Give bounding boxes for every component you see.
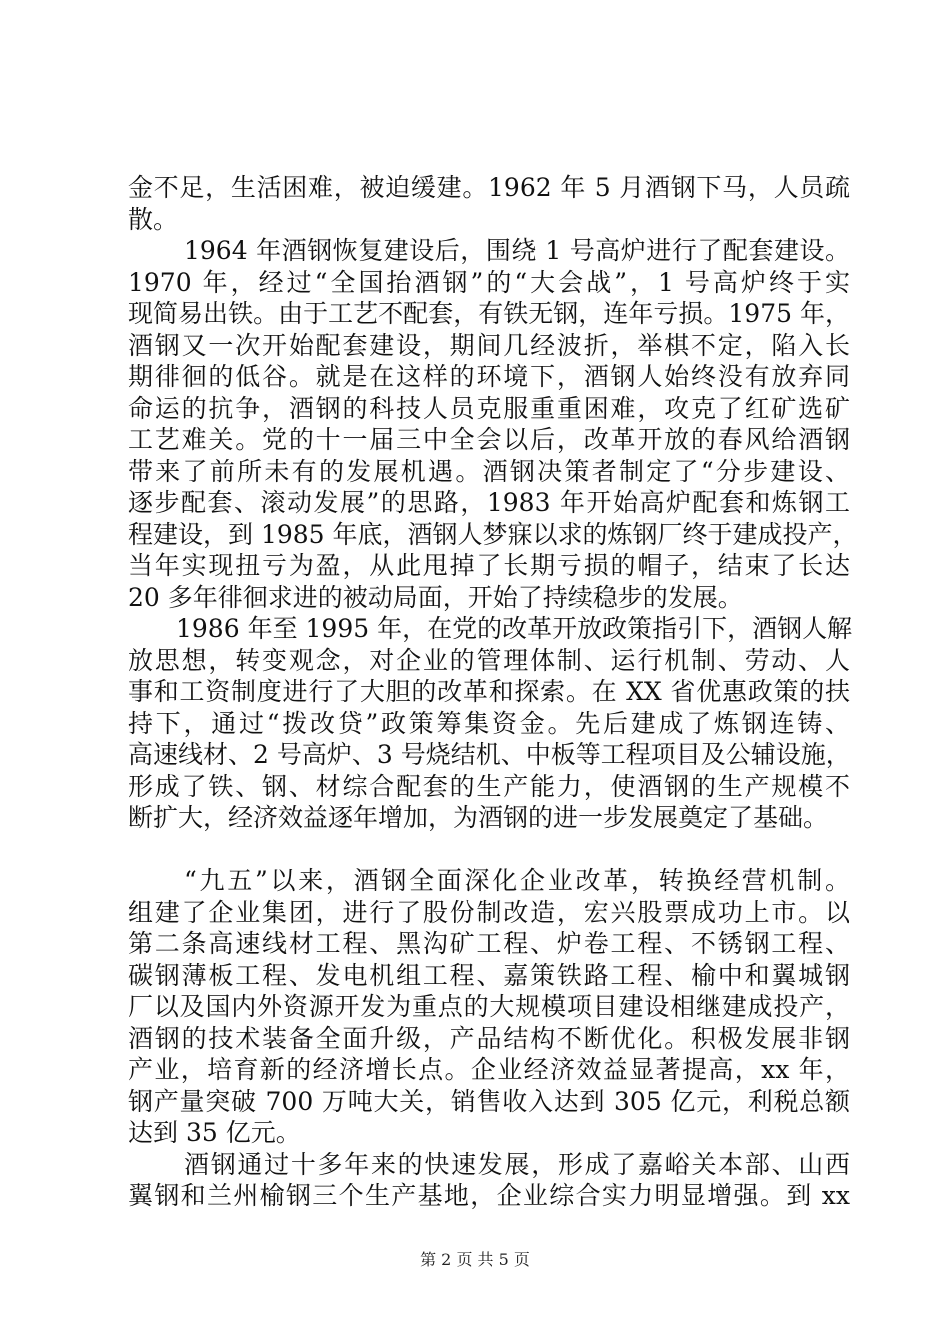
text-line: 产业，培育新的经济增长点。企业经济效益显著提高，xx 年， — [128, 1055, 850, 1084]
text-line: 1964 年酒钢恢复建设后，围绕 1 号高炉进行了配套建设。 — [184, 236, 850, 265]
text-line: 厂以及国内外资源开发为重点的大规模项目建设相继建成投产， — [128, 992, 850, 1021]
text-line: 第二条高速线材工程、黑沟矿工程、炉卷工程、不锈钢工程、 — [128, 929, 850, 958]
paragraph — [128, 613, 853, 834]
paragraph — [128, 865, 850, 1149]
text-line: 20 多年徘徊求进的被动局面，开始了持续稳步的发展。 — [128, 582, 743, 612]
text-line: 翼钢和兰州榆钢三个生产基地，企业综合实力明显增强。到 xx — [128, 1181, 850, 1210]
paragraph — [128, 1149, 850, 1212]
text-line: 酒钢的技术装备全面升级，产品结构不断优化。积极发展非钢 — [128, 1023, 850, 1053]
text-line: 事和工资制度进行了大胆的改革和探索。在 XX 省优惠政策的扶 — [128, 677, 850, 706]
text-line: 形成了铁、钢、材综合配套的生产能力，使酒钢的生产规模不 — [128, 771, 850, 801]
text-line: 钢产量突破 700 万吨大关，销售收入达到 305 亿元，利税总额 — [128, 1086, 850, 1116]
text-line: 当年实现扭亏为盈，从此甩掉了长期亏损的帽子，结束了长达 — [128, 551, 850, 580]
text-line: 组建了企业集团，进行了股份制改造，宏兴股票成功上市。以 — [128, 897, 850, 927]
text-line: 期徘徊的低谷。就是在这样的环境下，酒钢人始终没有放弃同 — [128, 362, 850, 391]
text-line: “九五”以来，酒钢全面深化企业改革，转换经营机制。 — [184, 866, 850, 895]
text-line: 放思想，转变观念，对企业的管理体制、运行机制、劳动、人 — [128, 645, 850, 675]
text-line: 带来了前所未有的发展机遇。酒钢决策者制定了“分步建设、 — [128, 456, 850, 486]
text-line: 持下，通过“拨改贷”政策筹集资金。先后建成了炼钢连铸、 — [128, 708, 850, 738]
text-line: 达到 35 亿元。 — [128, 1118, 301, 1147]
text-line: 1986 年至 1995 年，在党的改革开放政策指引下，酒钢人解 — [176, 614, 853, 643]
text-line: 工艺难关。党的十一届三中全会以后，改革开放的春风给酒钢 — [128, 425, 850, 454]
text-line: 命运的抗争，酒钢的科技人员克服重重困难，攻克了红矿选矿 — [128, 393, 850, 423]
text-line: 1970 年，经过“全国抬酒钢”的“大会战”，1 号高炉终于实 — [128, 267, 850, 297]
text-line: 碳钢薄板工程、发电机组工程、嘉策铁路工程、榆中和翼城钢 — [128, 960, 850, 990]
paragraph — [128, 172, 850, 235]
text-line: 酒钢通过十多年来的快速发展，形成了嘉峪关本部、山西 — [184, 1149, 850, 1179]
text-line: 程建设，到 1985 年底，酒钢人梦寐以求的炼钢厂终于建成投产， — [128, 519, 858, 549]
text-line: 现简易出铁。由于工艺不配套，有铁无钢，连年亏损。1975 年， — [128, 299, 850, 328]
text-line: 金不足，生活困难，被迫缓建。1962 年 5 月酒钢下马，人员疏 — [128, 173, 850, 202]
blank-line — [128, 834, 850, 866]
text-line: 逐步配套、滚动发展”的思路，1983 年开始高炉配套和炼钢工 — [128, 488, 850, 517]
document-body — [128, 172, 858, 1212]
text-line: 高速线材、2 号高炉、3 号烧结机、中板等工程项目及公辅设施， — [128, 740, 851, 769]
paragraph — [128, 235, 858, 613]
text-line: 散。 — [128, 204, 179, 234]
text-line: 酒钢又一次开始配套建设，期间几经波折，举棋不定，陷入长 — [128, 330, 850, 360]
text-line: 断扩大，经济效益逐年增加，为酒钢的进一步发展奠定了基础。 — [128, 803, 829, 832]
page-number-footer: 第 2 页 共 5 页 — [420, 1250, 530, 1269]
